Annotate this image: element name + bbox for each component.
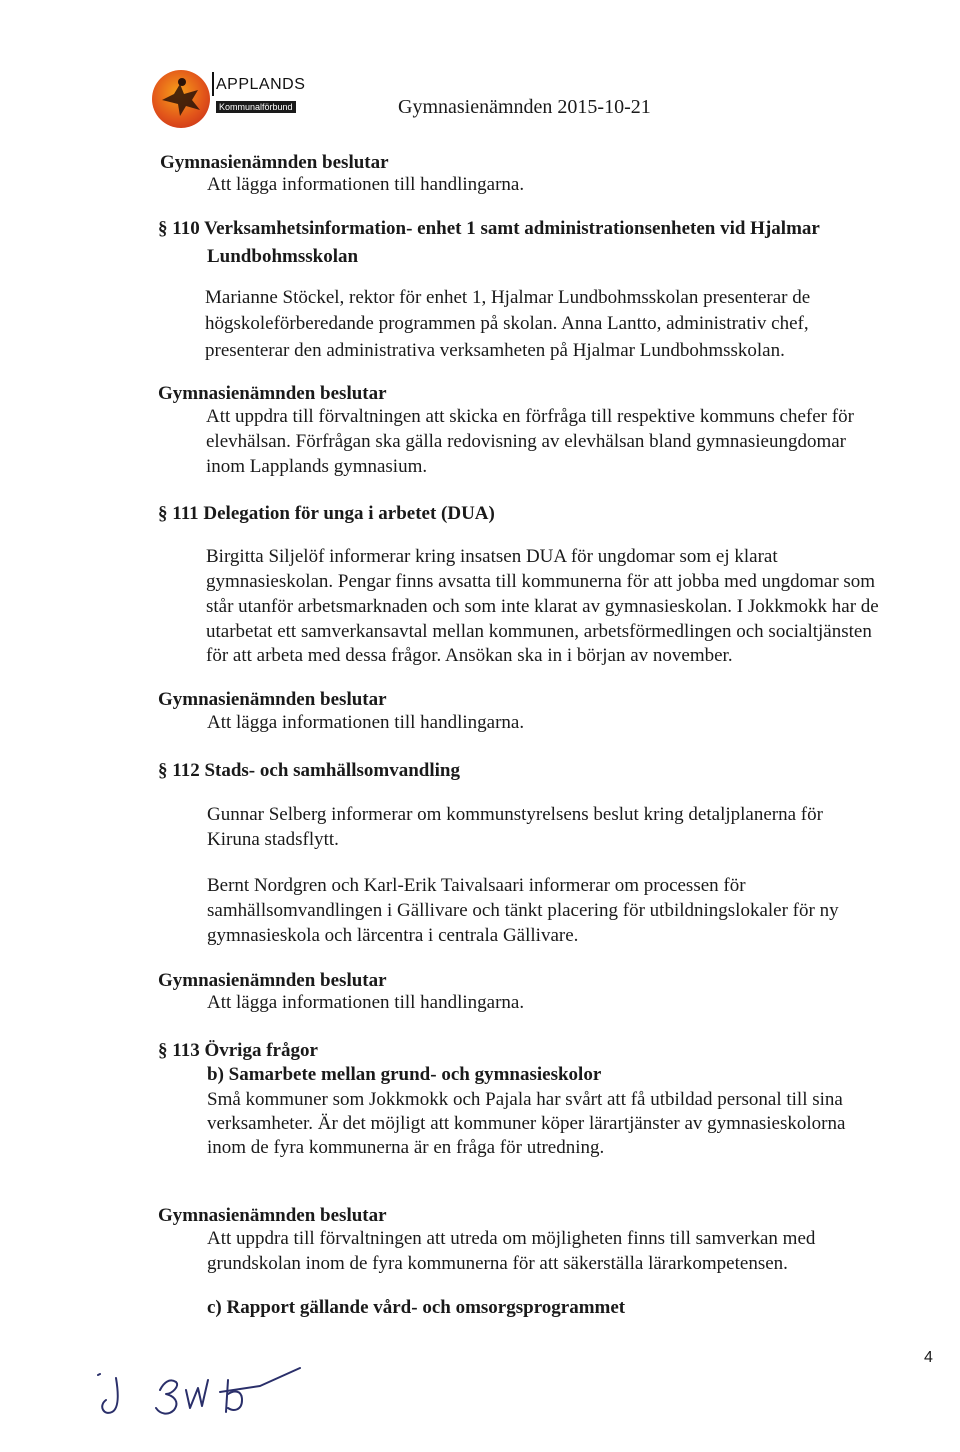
decision-text: inom Lapplands gymnasium.: [206, 456, 428, 477]
section-112-body: samhällsomvandlingen i Gällivare och tänkt placering för utbildningslokaler för ny: [207, 900, 839, 921]
section-112-body: Bernt Nordgren och Karl-Erik Taivalsaari informerar om processen för: [207, 875, 746, 896]
section-111-heading: § 111 Delegation för unga i arbetet (DUA): [158, 503, 495, 524]
section-112-body: Gunnar Selberg informerar om kommunstyrelsens beslut kring detaljplanerna för: [207, 804, 823, 825]
decision-text: Att uppdra till förvaltningen att skicka en förfråga till respektive kommuns chefer för: [206, 406, 854, 427]
section-113-subheading-b: b) Samarbete mellan grund- och gymnasieskolor: [207, 1064, 602, 1085]
decision-text: Att lägga informationen till handlingarna.: [207, 712, 525, 733]
section-111-body: står utanför arbetsmarknaden och som inte klarat av gymnasieskolan. I Jokkmokk har de: [206, 596, 879, 617]
decision-text: Att uppdra till förvaltningen att utreda om möjligheten finns till samverkan med: [207, 1228, 816, 1249]
logo-name: APPLANDS: [216, 76, 306, 93]
decision-text: Att lägga informationen till handlingarna.: [207, 992, 525, 1013]
section-110-body: högskoleförberedande programmen på skolan. Anna Lantto, administrativ chef,: [205, 313, 809, 334]
page-number: 4: [924, 1349, 933, 1366]
section-113-body: verksamheter. Är det möjligt att kommuner köper lärartjänster av gymnasieskolorna: [207, 1113, 846, 1134]
section-113-heading: § 113 Övriga frågor: [158, 1040, 318, 1061]
decision-text: Att lägga informationen till handlingarna.: [207, 174, 525, 195]
section-110-heading-cont: Lundbohmsskolan: [207, 246, 359, 267]
decision-label: Gymnasienämnden beslutar: [158, 970, 387, 991]
applands-logo: [150, 68, 325, 136]
section-111-body: för att arbeta med dessa frågor. Ansökan ska in i början av november.: [206, 645, 733, 666]
logo-emblem-icon: [152, 70, 210, 128]
section-111-body: gymnasieskolan. Pengar finns avsatta till kommunerna för att jobba med ungdomar som: [206, 571, 876, 592]
decision-label: Gymnasienämnden beslutar: [158, 1205, 387, 1226]
section-110-heading: § 110 Verksamhetsinformation- enhet 1 samt administrationsenheten vid Hjalmar: [158, 218, 820, 239]
handwritten-signature: [90, 1360, 330, 1430]
decision-text: elevhälsan. Förfrågan ska gälla redovisning av elevhälsan bland gymnasieungdomar: [206, 431, 846, 452]
section-112-body: Kiruna stadsflytt.: [207, 829, 339, 850]
document-header-title: Gymnasienämnden 2015-10-21: [398, 96, 651, 118]
section-113-subheading-c: c) Rapport gällande vård- och omsorgsprogrammet: [207, 1297, 626, 1318]
decision-label: Gymnasienämnden beslutar: [158, 689, 387, 710]
section-112-heading: § 112 Stads- och samhällsomvandling: [158, 760, 460, 781]
section-113-body: inom de fyra kommunerna är en fråga för utredning.: [207, 1137, 605, 1158]
section-110-body: Marianne Stöckel, rektor för enhet 1, Hjalmar Lundbohmsskolan presenterar de: [205, 287, 811, 308]
section-113-body: Små kommuner som Jokkmokk och Pajala har svårt att få utbildad personal till sina: [207, 1089, 843, 1110]
decision-text: grundskolan inom de fyra kommunerna för att säkerställa lärarkompetensen.: [207, 1253, 788, 1274]
section-111-body: utarbetat ett samverkansavtal mellan kommunen, arbetsförmedlingen och socialtjänsten: [206, 621, 872, 642]
decision-label: Gymnasienämnden beslutar: [158, 383, 387, 404]
section-112-body: gymnasieskola och lärcentra i centrala Gällivare.: [207, 925, 579, 946]
decision-label: Gymnasienämnden beslutar: [160, 152, 389, 173]
section-111-body: Birgitta Siljelöf informerar kring insatsen DUA för ungdomar som ej klarat: [206, 546, 778, 567]
section-110-body: presenterar den administrativa verksamheten på Hjalmar Lundbohmsskolan.: [205, 340, 785, 361]
logo-subtitle: Kommunalförbund: [216, 101, 296, 113]
